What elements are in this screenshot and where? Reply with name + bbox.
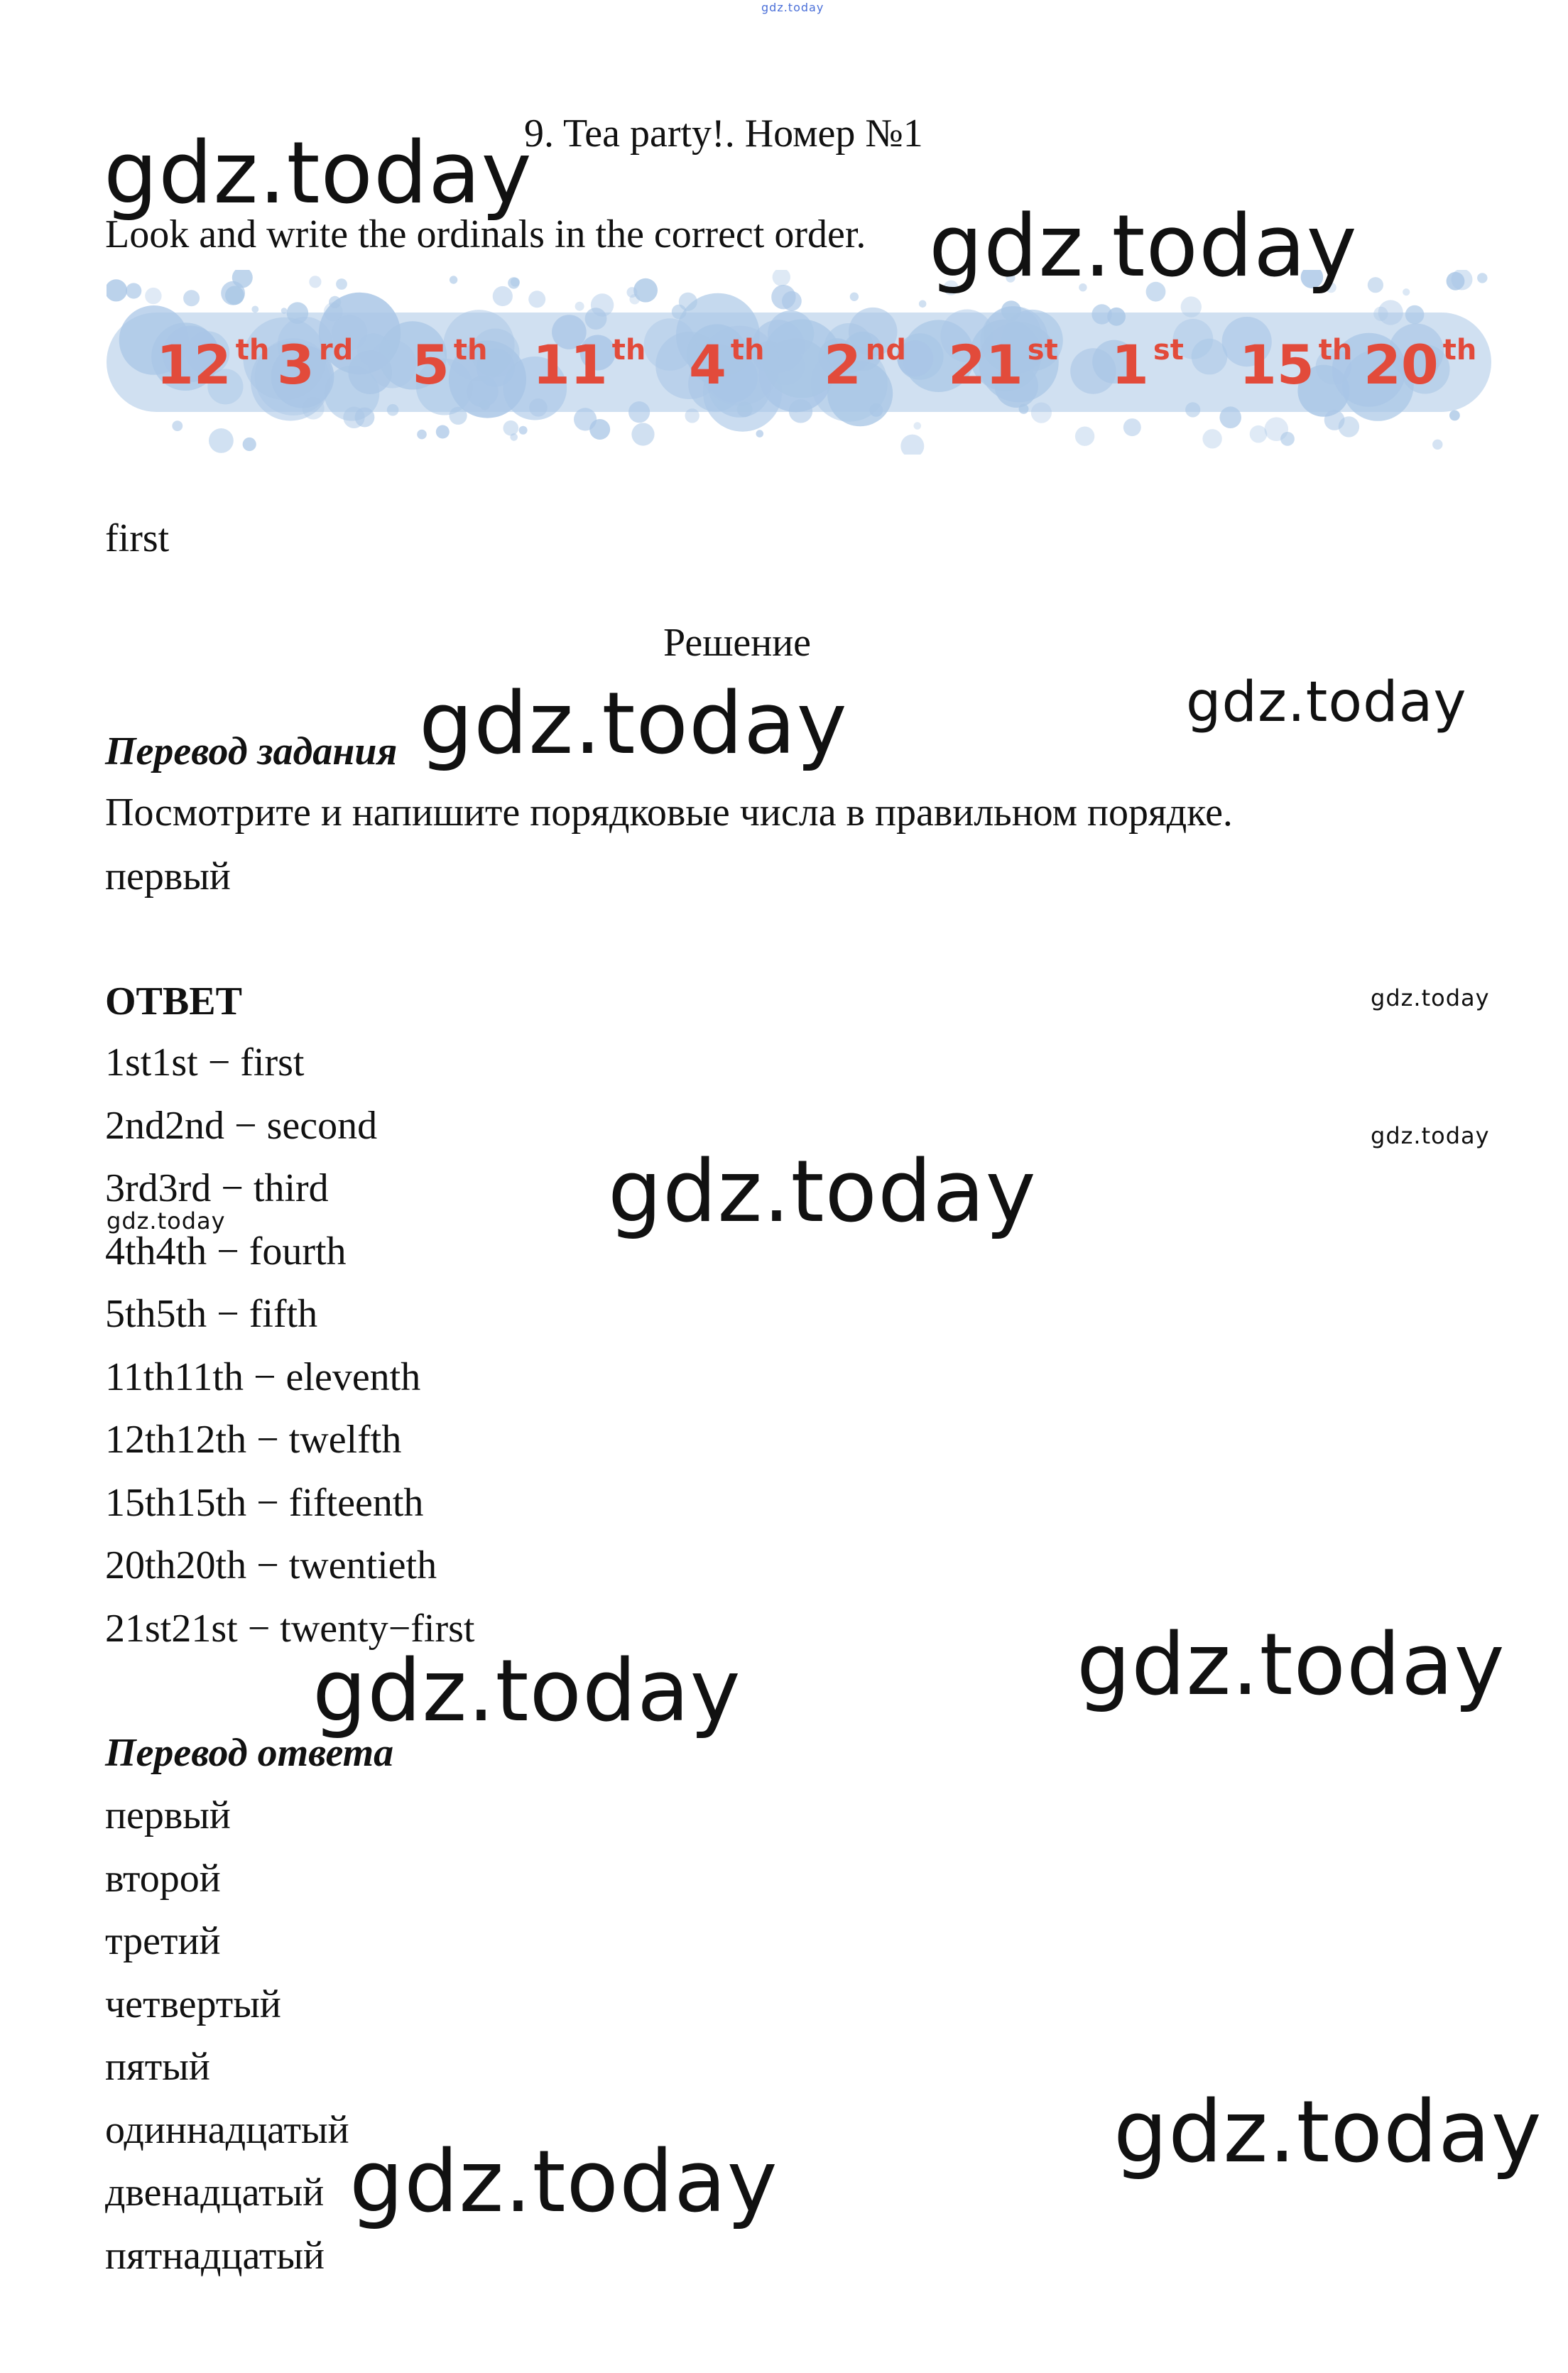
bubble xyxy=(1280,432,1295,446)
bubble xyxy=(1405,305,1425,325)
bubble xyxy=(575,302,584,311)
ordinal-label: 21 $^{st}$ xyxy=(948,333,1058,396)
bubble xyxy=(627,287,638,298)
bubble xyxy=(1432,440,1442,450)
bubble xyxy=(1192,339,1228,375)
bubble xyxy=(336,278,347,290)
watermark: gdz.today xyxy=(1371,984,1490,1011)
bubble xyxy=(243,438,256,451)
page-title: 9. Tea party!. Номер №1 xyxy=(524,112,923,156)
bubble xyxy=(529,398,548,417)
bubble xyxy=(126,283,141,298)
ordinals-banner xyxy=(107,270,1491,455)
answer-translation-list xyxy=(105,1793,349,2296)
watermark: gdz.today xyxy=(1077,1616,1506,1715)
watermark: gdz.today xyxy=(929,197,1358,296)
bubble xyxy=(450,407,467,425)
bubble xyxy=(528,290,545,308)
watermark: gdz.today xyxy=(349,2133,778,2232)
bubble xyxy=(1339,416,1359,437)
bubble xyxy=(869,403,883,417)
bubble xyxy=(1219,406,1241,428)
translation-item: пятый xyxy=(105,2045,210,2089)
bubble xyxy=(1368,277,1383,293)
bubble xyxy=(1449,411,1460,421)
bubble xyxy=(1181,296,1202,317)
bubble xyxy=(355,408,375,428)
bubble xyxy=(679,293,697,311)
ordinal-label: 15 $^{th}$ xyxy=(1239,333,1353,396)
bubble xyxy=(480,400,490,410)
translation-item: второй xyxy=(105,1856,221,1901)
answer-item: 3rd3rd − third xyxy=(105,1166,329,1210)
ordinal-label: 4 $^{th}$ xyxy=(689,333,765,396)
answer-item: 5th5th − fifth xyxy=(105,1292,318,1336)
translation-item: пятнадцатый xyxy=(105,2233,325,2278)
watermark: gdz.today xyxy=(104,124,533,223)
task-translation-heading: Перевод задания xyxy=(105,729,398,773)
translation-item: первый xyxy=(105,1793,231,1837)
bubble xyxy=(309,276,321,288)
bubble xyxy=(1107,308,1126,326)
watermark: gdz.today xyxy=(1371,1122,1490,1149)
answer-item: 2nd2nd − second xyxy=(105,1103,378,1148)
task-text: Look and write the ordinals in the correct order. xyxy=(105,212,866,256)
top-watermark: gdz.today xyxy=(761,1,824,14)
bubble xyxy=(919,300,927,308)
bubble xyxy=(519,426,528,435)
answer-translation-heading: Перевод ответа xyxy=(105,1731,394,1775)
bubble xyxy=(303,397,325,419)
bubble xyxy=(850,293,859,301)
bubble xyxy=(281,308,288,314)
answer-item: 21st21st − twenty−first xyxy=(105,1606,475,1651)
bubble xyxy=(574,408,597,430)
bubble xyxy=(1250,425,1268,443)
bubble xyxy=(1031,403,1052,423)
bubble xyxy=(183,290,200,306)
bubble xyxy=(685,408,699,423)
bubble xyxy=(251,306,258,313)
bubble xyxy=(773,270,790,286)
bubble xyxy=(503,420,519,436)
bubble xyxy=(417,430,427,440)
answer-item: 20th20th − twentieth xyxy=(105,1543,437,1587)
watermark: gdz.today xyxy=(1186,670,1467,734)
bubble xyxy=(914,422,922,430)
watermark: gdz.today xyxy=(1114,2083,1542,2182)
translation-item: одиннадцатый xyxy=(105,2107,349,2152)
bubble xyxy=(387,404,399,416)
task-translation: Посмотрите и напишите порядковые числа в правильном порядке. xyxy=(105,791,1233,835)
ordinal-label: 12 $^{th}$ xyxy=(156,333,270,396)
bubble xyxy=(145,288,161,304)
solution-heading: Решение xyxy=(663,621,812,665)
watermark: gdz.today xyxy=(312,1642,741,1741)
bubble xyxy=(172,420,183,431)
bubble xyxy=(1123,418,1141,436)
bubble xyxy=(1075,427,1094,446)
bubble xyxy=(737,402,753,418)
ordinal-label: 3 $^{rd}$ xyxy=(277,333,354,396)
bubble xyxy=(1019,404,1029,414)
ordinal-label: 20 $^{th}$ xyxy=(1363,333,1477,396)
bubble xyxy=(287,302,309,324)
answer-list xyxy=(105,1040,475,1668)
bubble xyxy=(1403,288,1410,295)
answer-heading: ОТВЕТ xyxy=(105,979,242,1023)
answer-item: 4th4th − fourth xyxy=(105,1229,347,1274)
bubble xyxy=(789,399,812,423)
bubble xyxy=(631,423,654,445)
bubble xyxy=(1185,402,1200,417)
bubble xyxy=(771,285,795,309)
ordinal-label: 5 $^{th}$ xyxy=(412,333,488,396)
example-word: first xyxy=(105,516,170,560)
bubble xyxy=(324,303,343,322)
bubble xyxy=(450,276,457,283)
answer-item: 1st1st − first xyxy=(105,1041,305,1085)
translation-item: четвертый xyxy=(105,1982,281,2026)
ordinal-label: 1 $^{st}$ xyxy=(1111,333,1184,396)
bubble xyxy=(900,435,924,455)
bubble xyxy=(1001,300,1021,320)
ordinals-banner-graphic xyxy=(107,270,1491,455)
ordinal-label: 11 $^{th}$ xyxy=(533,333,646,396)
bubble xyxy=(508,277,519,288)
bubble xyxy=(348,350,392,394)
bubble xyxy=(225,286,244,305)
bubble xyxy=(1477,273,1487,283)
bubble xyxy=(756,430,764,438)
task-translation-example: первый xyxy=(105,854,231,898)
watermark: gdz.today xyxy=(608,1143,1037,1242)
bubble xyxy=(628,401,650,423)
bubble xyxy=(493,286,513,306)
translation-item: третий xyxy=(105,1919,221,1963)
ordinal-label: 2 $^{nd}$ xyxy=(824,333,906,396)
answer-item: 12th12th − twelfth xyxy=(105,1418,402,1462)
bubble xyxy=(1378,300,1403,325)
watermark: gdz.today xyxy=(107,1207,226,1234)
bubble xyxy=(1202,429,1221,448)
bubble xyxy=(591,293,614,316)
bubble xyxy=(209,428,234,453)
answer-item: 11th11th − eleventh xyxy=(105,1354,421,1399)
watermark: gdz.today xyxy=(419,675,848,773)
bubble xyxy=(633,278,658,303)
bubble xyxy=(107,279,127,301)
bubble xyxy=(436,425,450,439)
translation-item: двенадцатый xyxy=(105,2171,325,2215)
answer-item: 15th15th − fifteenth xyxy=(105,1480,424,1525)
